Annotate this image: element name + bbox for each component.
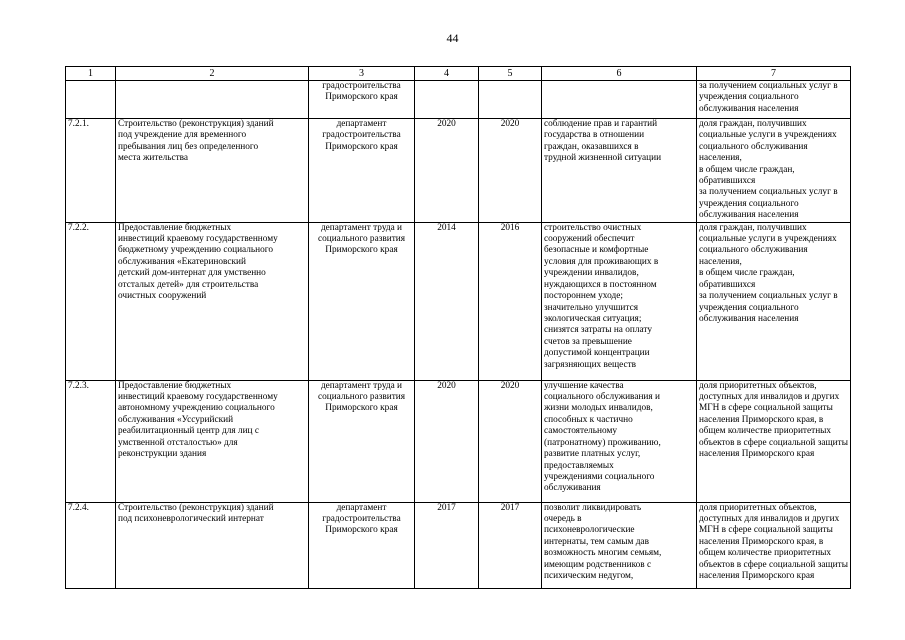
program-activities-table xyxy=(65,66,851,589)
start-year: 2020 xyxy=(415,380,479,502)
end-year: 2020 xyxy=(479,119,542,223)
table-row xyxy=(66,119,851,223)
header-col-3: 3 xyxy=(309,67,415,81)
row-number: 7.2.1. xyxy=(66,119,116,223)
row-number xyxy=(66,81,116,119)
table-row xyxy=(66,380,851,502)
expected-result: позволит ликвидировать очередь в психоневрологические интернаты, тем самым дав возможность многим семьям, имеющим родственников с психическим недугом, xyxy=(542,502,697,588)
start-year: 2017 xyxy=(415,502,479,588)
header-col-5: 5 xyxy=(479,67,542,81)
expected-result: улучшение качества социального обслуживания и жизни молодых инвалидов, способных к частично самостоятельному (патронатному) проживанию, развитие платных услуг, предоставляемых учреждениями социального обслуживания xyxy=(542,380,697,502)
end-year: 2017 xyxy=(479,502,542,588)
start-year xyxy=(415,81,479,119)
target-indicator: за получением социальных услуг в учреждения социального обслуживания населения xyxy=(697,81,851,119)
expected-result: соблюдение прав и гарантий государства в отношении граждан, оказавшихся в трудной жизненной ситуации xyxy=(542,119,697,223)
header-col-7: 7 xyxy=(697,67,851,81)
header-col-4: 4 xyxy=(415,67,479,81)
target-indicator: доля граждан, получивших социальные услуги в учреждениях социального обслуживания населения, в общем числе граждан, обратившихся за получением социальных услуг в учреждения социального обслуживания населения xyxy=(697,119,851,223)
responsible-executor: департамент градостроительства Приморского края xyxy=(309,502,415,588)
row-number: 7.2.4. xyxy=(66,502,116,588)
header-col-1: 1 xyxy=(66,67,116,81)
header-col-2: 2 xyxy=(116,67,309,81)
responsible-executor: департамент труда и социального развития Приморского края xyxy=(309,222,415,380)
table-row xyxy=(66,81,851,119)
end-year: 2016 xyxy=(479,222,542,380)
activity-name: Предоставление бюджетных инвестиций краевому государственному бюджетному учреждению социального обслуживания «Екатериновский детский дом-интернат для умственно отсталых детей» для строительства очистных сооружений xyxy=(116,222,309,380)
responsible-executor: департамент градостроительства Приморского края xyxy=(309,119,415,223)
page-number: 44 xyxy=(446,31,459,45)
end-year xyxy=(479,81,542,119)
target-indicator: доля граждан, получивших социальные услуги в учреждениях социального обслуживания населения, в общем числе граждан, обратившихся за получением социальных услуг в учреждения социального обслуживания населения xyxy=(697,222,851,380)
responsible-executor: градостроительства Приморского края xyxy=(309,81,415,119)
header-col-6: 6 xyxy=(542,67,697,81)
target-indicator: доля приоритетных объектов, доступных для инвалидов и других МГН в сфере социальной защиты населения Приморского края, в общем количестве приоритетных объектов в сфере социальной защиты населения Приморского края xyxy=(697,502,851,588)
row-number: 7.2.2. xyxy=(66,222,116,380)
expected-result: строительство очистных сооружений обеспечит безопасные и комфортные условия для проживающих в учреждении инвалидов, нуждающихся в постоянном постороннем уходе; значительно улучшится экологическая ситуация; снизятся затраты на оплату счетов за превышение допустимой концентрации загрязняющих веществ xyxy=(542,222,697,380)
activity-name: Строительство (реконструкция) зданий под учреждение для временного пребывания лиц без определенного места жительства xyxy=(116,119,309,223)
start-year: 2014 xyxy=(415,222,479,380)
row-number: 7.2.3. xyxy=(66,380,116,502)
activity-name: Строительство (реконструкция) зданий под психоневрологический интернат xyxy=(116,502,309,588)
start-year: 2020 xyxy=(415,119,479,223)
table-row xyxy=(66,502,851,588)
activity-name xyxy=(116,81,309,119)
activity-name: Предоставление бюджетных инвестиций краевому государственному автономному учреждению социального обслуживания «Уссурийский реабилитационный центр для лиц с умственной отсталостью» для реконструкции здания xyxy=(116,380,309,502)
responsible-executor: департамент труда и социального развития Приморского края xyxy=(309,380,415,502)
target-indicator: доля приоритетных объектов, доступных для инвалидов и других МГН в сфере социальной защиты населения Приморского края, в общем количестве приоритетных объектов в сфере социальной защиты населения Приморского края xyxy=(697,380,851,502)
end-year: 2020 xyxy=(479,380,542,502)
header-row xyxy=(66,67,851,81)
table-row xyxy=(66,222,851,380)
expected-result xyxy=(542,81,697,119)
